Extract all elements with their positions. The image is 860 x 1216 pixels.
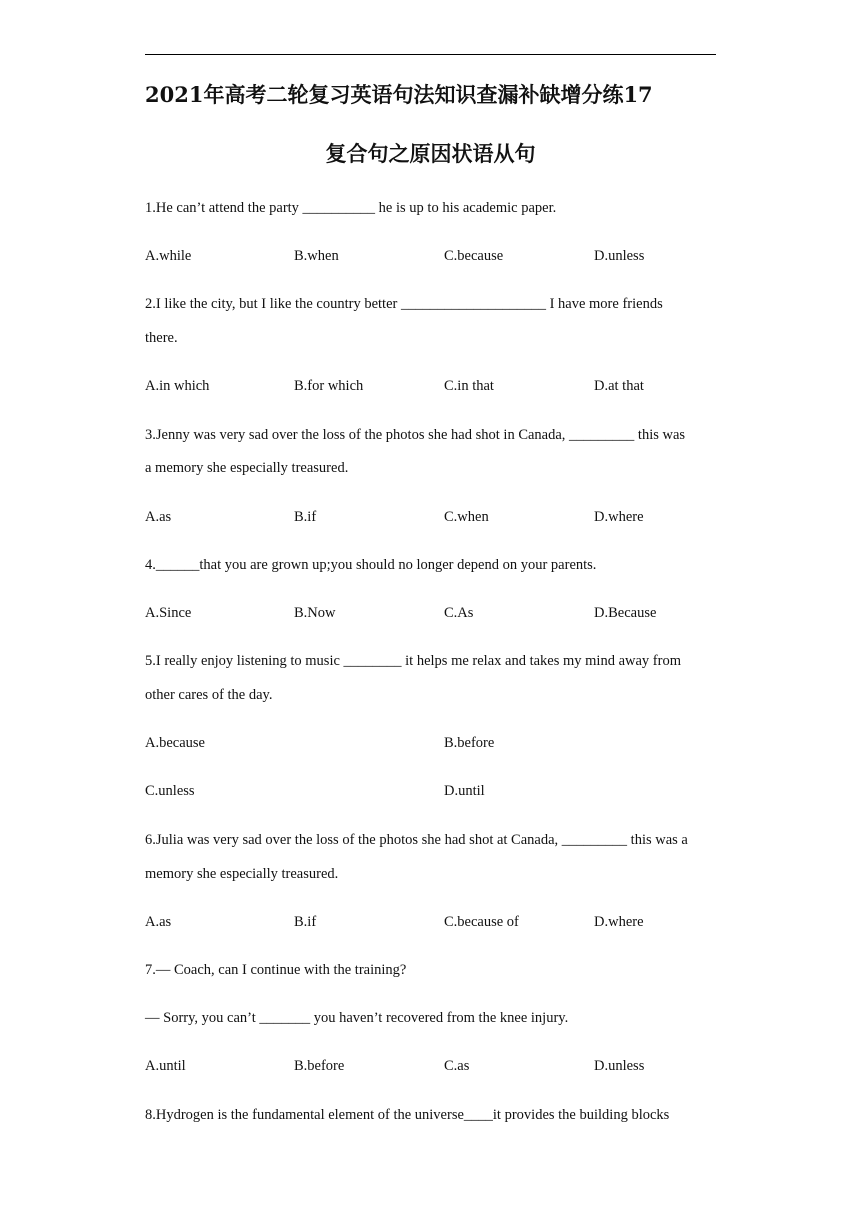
question-6-option-c: C.because of [444,914,519,930]
question-4-option-d: D.Because [594,605,657,621]
question-3-text-cont: a memory she especially treasured. [145,460,349,476]
question-3-option-d: D.where [594,509,644,525]
question-2-option-b: B.for which [294,378,364,394]
question-1-option-d: D.unless [594,248,645,264]
question-4-text: 4.______that you are grown up;you should no longer depend on your parents. [145,557,597,573]
question-2-option-d: D.at that [594,378,644,394]
question-5-option-d: D.until [444,783,485,799]
question-3-text: 3.Jenny was very sad over the loss of the photos she had shot in Canada, _________ this was [145,427,686,443]
question-7-text: 7.— Coach, can I continue with the training? [145,962,407,978]
question-3-option-a: A.as [145,509,172,525]
question-4-option-b: B.Now [294,605,336,621]
document-title: 2021年高考二轮复习英语句法知识查漏补缺增分练17 [145,82,653,107]
question-7-option-b: B.before [294,1058,345,1074]
question-2-text: 2.I like the city, but I like the country better ____________________ I have more friends [145,296,663,312]
question-5-text-cont: other cares of the day. [145,687,273,703]
question-5-option-b: B.before [444,735,495,751]
question-1-option-b: B.when [294,248,339,264]
question-2-option-c: C.in that [444,378,494,394]
question-7-option-a: A.until [145,1058,186,1074]
question-4-option-a: A.Since [145,605,192,621]
question-5-option-a: A.because [145,735,205,751]
question-5-option-c: C.unless [145,783,195,799]
question-1-option-a: A.while [145,248,192,264]
question-3-option-c: C.when [444,509,489,525]
question-4-option-c: C.As [444,605,474,621]
question-6-option-d: D.where [594,914,644,930]
question-8-text: 8.Hydrogen is the fundamental element of the universe____it provides the building blocks [145,1107,670,1123]
question-7-option-c: C.as [444,1058,470,1074]
question-3-option-b: B.if [294,509,317,525]
question-7-text-cont: — Sorry, you can’t _______ you haven’t recovered from the knee injury. [145,1010,569,1026]
question-6-option-b: B.if [294,914,317,930]
question-2-option-a: A.in which [145,378,210,394]
question-1-option-c: C.because [444,248,504,264]
document-subtitle: 复合句之原因状语从句 [325,141,536,166]
question-5-text: 5.I really enjoy listening to music ________ it helps me relax and takes my mind away from [145,653,681,669]
question-1-text: 1.He can’t attend the party __________ he is up to his academic paper. [145,200,557,216]
question-6-text-cont: memory she especially treasured. [145,866,339,882]
question-6-option-a: A.as [145,914,172,930]
header-rule [145,54,716,55]
question-6-text: 6.Julia was very sad over the loss of the photos she had shot at Canada, _________ this was a [145,832,688,848]
question-7-option-d: D.unless [594,1058,645,1074]
question-2-text-cont: there. [145,330,178,346]
